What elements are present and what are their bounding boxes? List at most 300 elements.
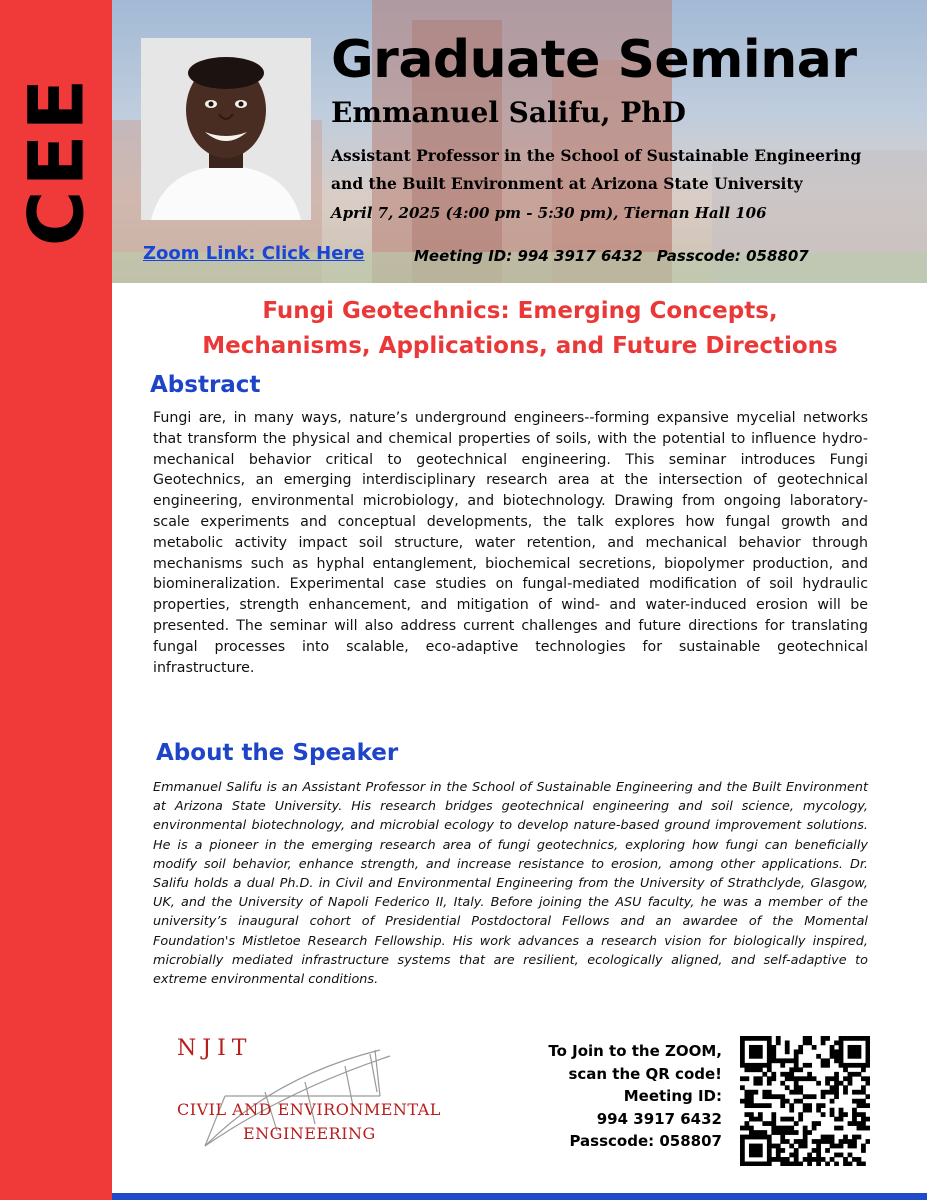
qr-module: [794, 1099, 799, 1104]
qr-module: [857, 1054, 862, 1059]
qr-module: [798, 1112, 803, 1117]
qr-module: [771, 1072, 776, 1077]
qr-module: [843, 1067, 848, 1072]
qr-module: [785, 1162, 790, 1166]
qr-module: [749, 1099, 754, 1104]
qr-module: [767, 1094, 772, 1099]
qr-module: [825, 1162, 830, 1166]
qr-module: [857, 1103, 862, 1108]
logo-line-1: CIVIL AND ENVIRONMENTAL: [177, 1100, 441, 1119]
join-line-4: 994 3917 6432: [596, 1109, 722, 1128]
speaker-position: [331, 142, 911, 198]
qr-module: [785, 1076, 790, 1081]
qr-module: [843, 1157, 848, 1162]
qr-module: [857, 1049, 862, 1054]
qr-module: [744, 1076, 749, 1081]
qr-module: [825, 1139, 830, 1144]
qr-module: [852, 1063, 857, 1068]
qr-module: [861, 1112, 866, 1117]
qr-module: [780, 1157, 785, 1162]
qr-module: [767, 1040, 772, 1045]
qr-module: [807, 1040, 812, 1045]
qr-module: [771, 1126, 776, 1131]
qr-module: [816, 1121, 821, 1126]
qr-module: [762, 1103, 767, 1108]
qr-module: [803, 1036, 808, 1041]
qr-module: [794, 1157, 799, 1162]
qr-module: [821, 1135, 826, 1140]
qr-module: [834, 1144, 839, 1149]
qr-module: [798, 1117, 803, 1122]
qr-module: [758, 1063, 763, 1068]
qr-module: [852, 1121, 857, 1126]
qr-module: [857, 1045, 862, 1050]
qr-module: [852, 1112, 857, 1117]
qr-module: [834, 1072, 839, 1077]
qr-module: [749, 1045, 754, 1050]
qr-module: [749, 1126, 754, 1131]
qr-module: [839, 1081, 844, 1086]
qr-module: [830, 1135, 835, 1140]
qr-module: [780, 1063, 785, 1068]
qr-module: [834, 1085, 839, 1090]
qr-module: [866, 1126, 870, 1131]
qr-module: [762, 1135, 767, 1140]
qr-module: [825, 1036, 830, 1041]
qr-module: [807, 1162, 812, 1166]
qr-module: [758, 1144, 763, 1149]
qr-module: [834, 1090, 839, 1095]
qr-module: [816, 1139, 821, 1144]
qr-module: [839, 1117, 844, 1122]
qr-module: [771, 1157, 776, 1162]
qr-module: [780, 1117, 785, 1122]
qr-module: [821, 1112, 826, 1117]
qr-module: [740, 1135, 745, 1140]
qr-module: [767, 1058, 772, 1063]
qr-module: [789, 1058, 794, 1063]
qr-module: [848, 1036, 853, 1041]
qr-module: [740, 1144, 745, 1149]
qr-module: [776, 1058, 781, 1063]
qr-module: [803, 1157, 808, 1162]
qr-module: [771, 1117, 776, 1122]
qr-module: [839, 1112, 844, 1117]
qr-module: [861, 1117, 866, 1122]
qr-module: [767, 1139, 772, 1144]
zoom-link[interactable]: Zoom Link: Click Here: [143, 243, 365, 264]
qr-module: [848, 1063, 853, 1068]
qr-module: [753, 1153, 758, 1158]
qr-module: [740, 1139, 745, 1144]
qr-module: [861, 1148, 866, 1153]
qr-module: [749, 1054, 754, 1059]
qr-module: [861, 1103, 866, 1108]
qr-module: [852, 1072, 857, 1077]
qr-module: [798, 1085, 803, 1090]
qr-module: [789, 1103, 794, 1108]
qr-module: [789, 1067, 794, 1072]
qr-module: [744, 1099, 749, 1104]
qr-module: [749, 1103, 754, 1108]
qr-module: [794, 1085, 799, 1090]
qr-module: [843, 1112, 848, 1117]
qr-module: [780, 1081, 785, 1086]
qr-module: [798, 1162, 803, 1166]
seminar-title: Graduate Seminar: [331, 30, 857, 90]
qr-module: [749, 1112, 754, 1117]
qr-module: [789, 1162, 794, 1166]
qr-module: [749, 1094, 754, 1099]
qr-module: [839, 1139, 844, 1144]
logo-line-2: ENGINEERING: [243, 1124, 376, 1143]
qr-module: [866, 1139, 870, 1144]
qr-module: [780, 1162, 785, 1166]
qr-module: [789, 1072, 794, 1077]
qr-module: [834, 1094, 839, 1099]
qr-module: [749, 1135, 754, 1140]
qr-module: [789, 1144, 794, 1149]
qr-module: [821, 1094, 826, 1099]
qr-module: [839, 1058, 844, 1063]
qr-module: [807, 1108, 812, 1113]
qr-module: [785, 1040, 790, 1045]
qr-module: [740, 1036, 745, 1041]
qr-module: [834, 1081, 839, 1086]
qr-module: [834, 1040, 839, 1045]
qr-module: [839, 1063, 844, 1068]
qr-module: [785, 1072, 790, 1077]
qr-module: [812, 1076, 817, 1081]
cee-text: CEE: [11, 74, 101, 246]
qr-module: [776, 1157, 781, 1162]
position-line-2: and the Built Environment at Arizona State University: [331, 174, 803, 193]
zoom-join-instructions: [500, 1040, 722, 1153]
qr-module: [794, 1153, 799, 1158]
qr-module: [866, 1076, 870, 1081]
qr-module: [762, 1121, 767, 1126]
qr-module: [803, 1040, 808, 1045]
qr-module: [848, 1054, 853, 1059]
qr-module: [803, 1139, 808, 1144]
qr-module: [744, 1094, 749, 1099]
qr-module: [843, 1139, 848, 1144]
qr-module: [771, 1121, 776, 1126]
qr-module: [767, 1081, 772, 1086]
qr-module: [848, 1049, 853, 1054]
qr-module: [839, 1153, 844, 1158]
qr-module: [740, 1040, 745, 1045]
qr-module: [767, 1063, 772, 1068]
qr-module: [789, 1130, 794, 1135]
qr-module: [798, 1099, 803, 1104]
qr-module: [830, 1144, 835, 1149]
qr-module: [857, 1135, 862, 1140]
qr-module: [852, 1090, 857, 1095]
qr-module: [785, 1045, 790, 1050]
qr-module: [866, 1058, 870, 1063]
qr-module: [789, 1126, 794, 1131]
qr-module: [785, 1049, 790, 1054]
qr-module: [861, 1099, 866, 1104]
qr-module: [785, 1139, 790, 1144]
qr-module: [794, 1162, 799, 1166]
qr-module: [744, 1112, 749, 1117]
qr-module: [839, 1126, 844, 1131]
qr-module: [758, 1067, 763, 1072]
about-text: Emmanuel Salifu is an Assistant Professor in the School of Sustainable Engineering and the Built Environment at Arizona State University. His research bridges geotechnical engineering and soil science, mycology, environmental biotechnology, and microbial ecology to develop nature-based ground improvement solutions. He is a pioneer in the emerging research area of fungi geotechnics, exploring how fungi can beneficially modify soil behavior, enhance strength, and increase resistance to erosion, among other applications. Dr. Salifu holds a dual Ph.D. in Civil and Environmental Engineering from the University of Strathclyde, Glasgow, UK, and the University of Napoli Federico II, Italy. Before joining the ASU faculty, he was a member of the university’s inaugural cohort of Presidential Postdoctoral Fellows and an awardee of the Momental Foundation's Mistletoe Research Fellowship. His work advances a research vision for biologically inspired, microbially mediated infrastructure systems that are resilient, ecologically aligned, and self-adaptive to extreme environmental conditions.: [153, 780, 868, 988]
qr-module: [744, 1036, 749, 1041]
qr-module: [785, 1099, 790, 1104]
qr-module: [749, 1162, 754, 1166]
qr-module: [821, 1103, 826, 1108]
qr-module: [749, 1067, 754, 1072]
qr-module: [740, 1045, 745, 1050]
qr-module: [758, 1148, 763, 1153]
qr-module: [767, 1144, 772, 1149]
qr-module: [830, 1157, 835, 1162]
qr-module: [857, 1112, 862, 1117]
qr-module: [839, 1040, 844, 1045]
meeting-passcode: Passcode: 058807: [656, 247, 809, 265]
qr-module: [866, 1040, 870, 1045]
qr-module: [771, 1144, 776, 1149]
qr-module: [861, 1090, 866, 1095]
logo-njit-text: NJIT: [177, 1036, 253, 1061]
join-line-2: scan the QR code!: [568, 1064, 722, 1083]
qr-module: [866, 1117, 870, 1122]
qr-module: [843, 1076, 848, 1081]
qr-module: [794, 1090, 799, 1095]
qr-module: [753, 1103, 758, 1108]
qr-module: [758, 1117, 763, 1122]
qr-module: [843, 1090, 848, 1095]
qr-module: [780, 1148, 785, 1153]
qr-module: [816, 1153, 821, 1158]
qr-module: [776, 1094, 781, 1099]
qr-code-graphic[interactable]: [740, 1036, 870, 1166]
qr-module: [780, 1072, 785, 1077]
qr-module: [798, 1139, 803, 1144]
qr-module: [758, 1112, 763, 1117]
qr-module: [861, 1076, 866, 1081]
qr-module: [789, 1117, 794, 1122]
njit-cee-logo: [165, 1036, 441, 1156]
qr-module: [848, 1162, 853, 1166]
qr-module: [758, 1135, 763, 1140]
qr-module: [816, 1054, 821, 1059]
qr-code-icon[interactable]: [740, 1036, 870, 1166]
qr-module: [785, 1058, 790, 1063]
qr-module: [843, 1085, 848, 1090]
qr-module: [807, 1157, 812, 1162]
qr-module: [767, 1103, 772, 1108]
qr-module: [821, 1058, 826, 1063]
qr-module: [753, 1148, 758, 1153]
qr-module: [839, 1049, 844, 1054]
qr-module: [780, 1139, 785, 1144]
qr-module: [830, 1139, 835, 1144]
qr-module: [821, 1090, 826, 1095]
qr-module: [762, 1072, 767, 1077]
qr-module: [758, 1045, 763, 1050]
qr-module: [767, 1148, 772, 1153]
qr-module: [771, 1130, 776, 1135]
qr-module: [776, 1148, 781, 1153]
qr-module: [848, 1144, 853, 1149]
qr-module: [798, 1045, 803, 1050]
qr-module: [767, 1135, 772, 1140]
qr-module: [767, 1153, 772, 1158]
qr-module: [758, 1049, 763, 1054]
qr-module: [794, 1148, 799, 1153]
qr-module: [807, 1094, 812, 1099]
qr-module: [848, 1072, 853, 1077]
qr-module: [821, 1139, 826, 1144]
qr-module: [767, 1157, 772, 1162]
qr-module: [803, 1094, 808, 1099]
qr-module: [744, 1067, 749, 1072]
qr-module: [785, 1130, 790, 1135]
position-line-1: Assistant Professor in the School of Sustainable Engineering: [331, 146, 862, 165]
qr-module: [767, 1054, 772, 1059]
qr-module: [866, 1094, 870, 1099]
qr-module: [744, 1135, 749, 1140]
qr-module: [866, 1063, 870, 1068]
qr-module: [744, 1121, 749, 1126]
qr-module: [753, 1090, 758, 1095]
qr-module: [830, 1045, 835, 1050]
qr-module: [762, 1063, 767, 1068]
qr-module: [749, 1036, 754, 1041]
qr-module: [758, 1130, 763, 1135]
qr-module: [825, 1090, 830, 1095]
abstract-heading: Abstract: [150, 372, 261, 398]
qr-module: [767, 1067, 772, 1072]
qr-module: [803, 1144, 808, 1149]
qr-module: [807, 1103, 812, 1108]
qr-module: [794, 1139, 799, 1144]
qr-module: [762, 1094, 767, 1099]
qr-module: [794, 1081, 799, 1086]
qr-module: [767, 1045, 772, 1050]
qr-module: [812, 1045, 817, 1050]
qr-module: [749, 1063, 754, 1068]
qr-module: [740, 1049, 745, 1054]
qr-module: [861, 1063, 866, 1068]
speaker-portrait-icon: [141, 38, 311, 220]
qr-module: [807, 1072, 812, 1077]
qr-module: [834, 1076, 839, 1081]
qr-module: [740, 1153, 745, 1158]
qr-module: [857, 1099, 862, 1104]
qr-module: [852, 1036, 857, 1041]
qr-module: [767, 1121, 772, 1126]
qr-module: [834, 1126, 839, 1131]
qr-module: [794, 1063, 799, 1068]
qr-module: [762, 1090, 767, 1095]
qr-module: [830, 1090, 835, 1095]
qr-module: [803, 1130, 808, 1135]
qr-module: [843, 1063, 848, 1068]
qr-module: [798, 1067, 803, 1072]
meeting-info: [414, 247, 823, 265]
qr-module: [821, 1040, 826, 1045]
talk-title-line-2: Mechanisms, Applications, and Future Directions: [202, 333, 838, 359]
qr-module: [749, 1148, 754, 1153]
qr-module: [740, 1063, 745, 1068]
qr-module: [758, 1076, 763, 1081]
qr-module: [767, 1036, 772, 1041]
qr-module: [807, 1036, 812, 1041]
qr-module: [803, 1063, 808, 1068]
qr-module: [753, 1049, 758, 1054]
qr-module: [866, 1045, 870, 1050]
qr-module: [825, 1058, 830, 1063]
qr-module: [807, 1063, 812, 1068]
qr-module: [848, 1153, 853, 1158]
qr-module: [780, 1135, 785, 1140]
qr-module: [749, 1130, 754, 1135]
qr-module: [839, 1036, 844, 1041]
qr-module: [753, 1036, 758, 1041]
qr-module: [816, 1148, 821, 1153]
qr-module: [848, 1139, 853, 1144]
qr-module: [780, 1099, 785, 1104]
qr-module: [857, 1126, 862, 1131]
qr-module: [776, 1130, 781, 1135]
qr-module: [789, 1090, 794, 1095]
join-line-1: To Join to the ZOOM,: [548, 1042, 722, 1060]
qr-module: [753, 1054, 758, 1059]
qr-module: [852, 1049, 857, 1054]
qr-module: [861, 1067, 866, 1072]
qr-module: [785, 1117, 790, 1122]
qr-module: [812, 1148, 817, 1153]
qr-module: [744, 1126, 749, 1131]
qr-module: [848, 1121, 853, 1126]
qr-module: [866, 1049, 870, 1054]
qr-module: [794, 1054, 799, 1059]
qr-module: [812, 1139, 817, 1144]
qr-module: [861, 1085, 866, 1090]
qr-module: [866, 1036, 870, 1041]
qr-module: [825, 1081, 830, 1086]
qr-module: [866, 1081, 870, 1086]
qr-module: [740, 1126, 745, 1131]
qr-module: [794, 1058, 799, 1063]
cee-label: [11, 50, 101, 270]
qr-module: [780, 1130, 785, 1135]
qr-module: [803, 1076, 808, 1081]
qr-module: [830, 1099, 835, 1104]
qr-module: [744, 1063, 749, 1068]
qr-module: [834, 1054, 839, 1059]
qr-module: [857, 1090, 862, 1095]
qr-module: [749, 1153, 754, 1158]
qr-module: [825, 1148, 830, 1153]
join-line-5: Passcode: 058807: [569, 1132, 722, 1150]
qr-module: [830, 1085, 835, 1090]
qr-module: [762, 1162, 767, 1166]
qr-module: [816, 1144, 821, 1149]
qr-module: [839, 1054, 844, 1059]
qr-module: [762, 1130, 767, 1135]
qr-module: [753, 1081, 758, 1086]
qr-module: [834, 1049, 839, 1054]
qr-module: [780, 1058, 785, 1063]
qr-module: [753, 1117, 758, 1122]
